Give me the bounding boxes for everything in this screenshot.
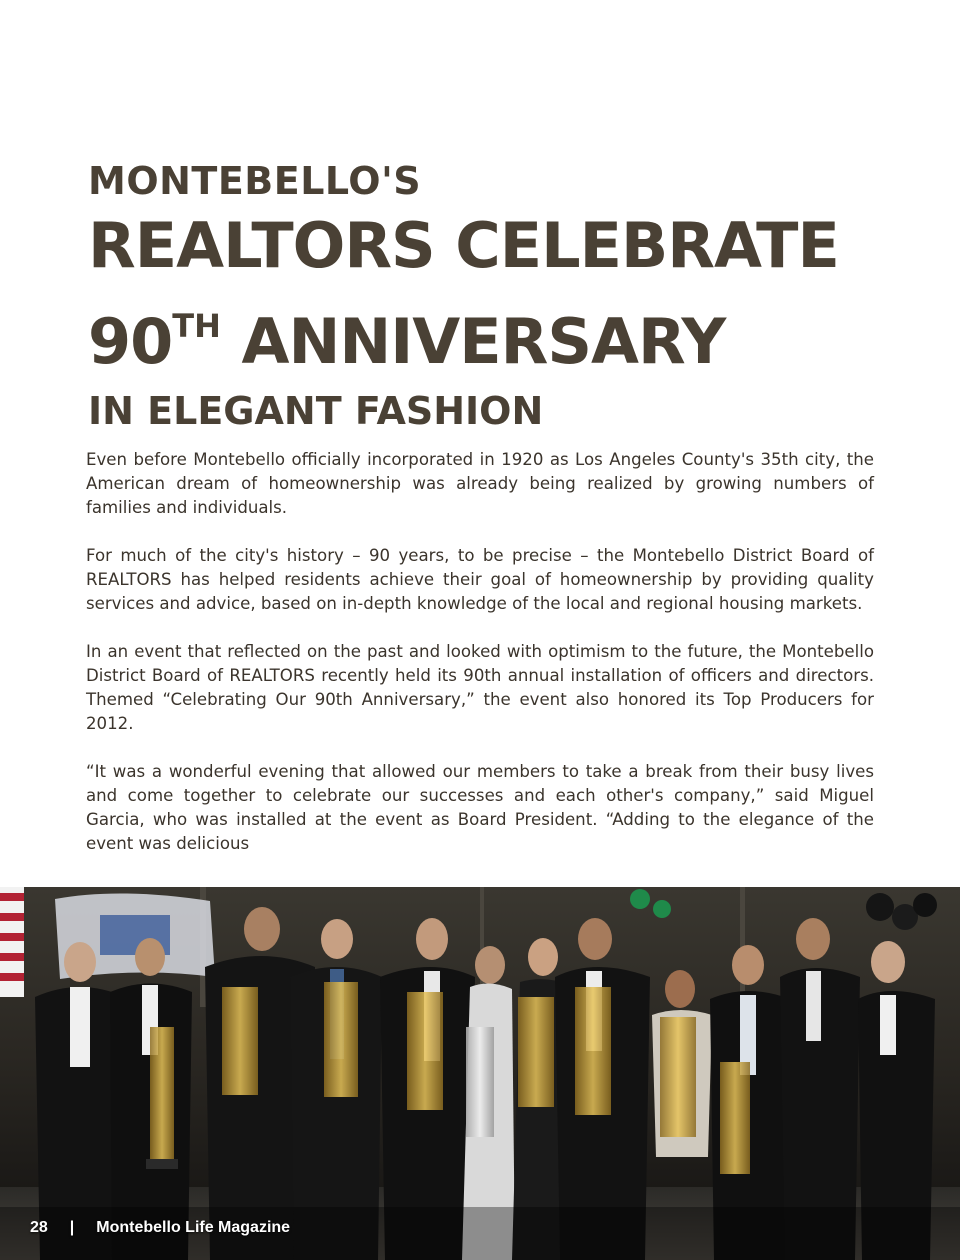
- article-body: [86, 448, 874, 880]
- headline-superscript: TH: [172, 307, 221, 345]
- footer-separator: |: [69, 1219, 75, 1236]
- headline-line-3: [88, 286, 888, 382]
- group-photo-illustration: [0, 887, 960, 1260]
- headline-line-1: MONTEBELLO'S: [88, 159, 422, 203]
- article-headline: [88, 156, 888, 436]
- paragraph: Even before Montebello officially incorporated in 1920 as Los Angeles County's 35th city, the American dream of homeownership was already being realized by growing numbers of families and individuals.: [86, 450, 874, 517]
- page-number: 28: [30, 1219, 48, 1236]
- headline-line-2: REALTORS CELEBRATE: [88, 209, 839, 282]
- headline-number: 90: [88, 305, 173, 378]
- group-photo: [0, 887, 960, 1260]
- paragraph: In an event that reflected on the past and looked with optimism to the future, the Montebello District Board of REALTORS recently held its 90th annual installation of officers and directors. Themed “Celebrating Our 90th Anniversary,” the event also honored its Top Producers for 2012.: [86, 642, 874, 733]
- headline-line-4: IN ELEGANT FASHION: [88, 389, 544, 433]
- paragraph: For much of the city's history – 90 years, to be precise – the Montebello District Board of REALTORS has helped residents achieve their goal of homeownership by providing quality services and advice, based on in-depth knowledge of the local and regional housing markets.: [86, 546, 874, 613]
- paragraph: “It was a wonderful evening that allowed our members to take a break from their busy lives and come together to celebrate our successes and each other's company,” said Miguel Garcia, who was installed at the event as Board President. “Adding to the elegance of the event was delicious: [86, 762, 874, 853]
- publication-name: Montebello Life Magazine: [96, 1219, 291, 1236]
- headline-anniversary: ANNIVERSARY: [220, 305, 726, 378]
- page-footer: [30, 1219, 290, 1237]
